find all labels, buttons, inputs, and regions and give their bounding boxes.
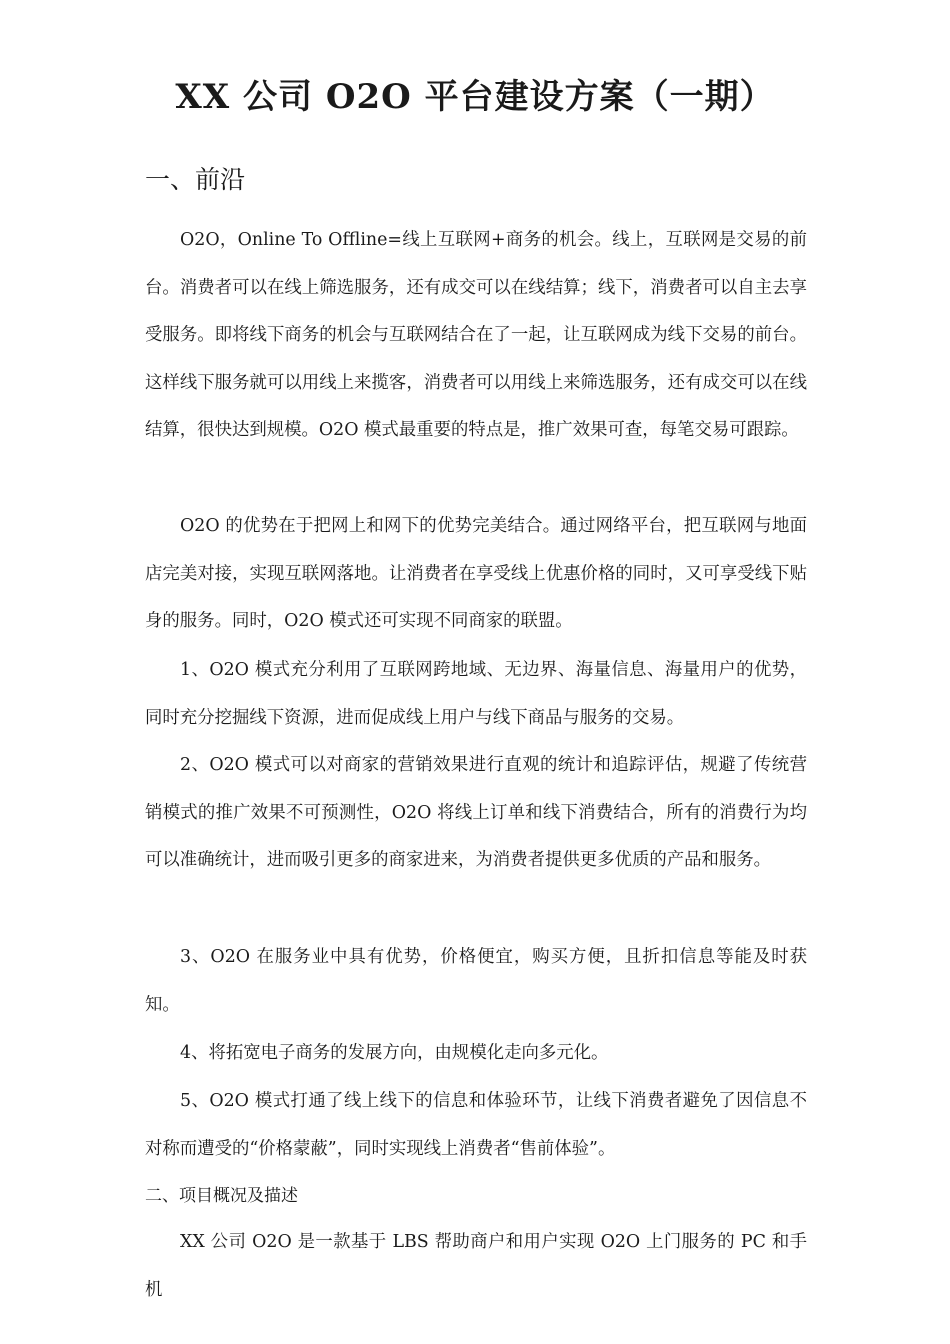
paragraph-point-1: 1、O2O 模式充分利用了互联网跨地域、无边界、海量信息、海量用户的优势，同时充分挖掘线下资源，进而促成线上用户与线下商品与服务的交易。 bbox=[145, 660, 807, 728]
paragraph-project-description: XX 公司 O2O 是一款基于 LBS 帮助商户和用户实现 O2O 上门服务的 PC 和手机 bbox=[145, 1232, 807, 1300]
paragraph-point-2: 2、O2O 模式可以对商家的营销效果进行直观的统计和追踪评估，规避了传统营销模式的推广效果不可预测性，O2O 将线上订单和线下消费结合，所有的消费行为均可以准确统计，进而吸引更多的商家进来，为消费者提供更多优质的产品和服务。 bbox=[145, 755, 807, 870]
document-title: XX 公司 O2O 平台建设方案（一期） bbox=[175, 77, 775, 117]
paragraph-point-4: 4、将拓宽电子商务的发展方向，由规模化走向多元化。 bbox=[180, 1043, 609, 1063]
paragraph-point-3: 3、O2O 在服务业中具有优势，价格便宜，购买方便，且折扣信息等能及时获知。 bbox=[145, 947, 807, 1015]
paragraph-point-5: 5、O2O 模式打通了线上线下的信息和体验环节，让线下消费者避免了因信息不对称而遭受的“价格蒙蔽”，同时实现线上消费者“售前体验”。 bbox=[145, 1091, 807, 1159]
paragraph-o2o-definition: O2O，Online To Offline=线上互联网+商务的机会。线上，互联网是交易的前台。消费者可以在线上筛选服务，还有成交可以在线结算；线下，消费者可以自主去享受服务。即将线下商务的机会与互联网结合在了一起，让互联网成为线下交易的前台。这样线下服务就可以用线上来揽客，消费者可以用线上来筛选服务，还有成交可以在线结算，很快达到规模。O2O 模式最重要的特点是，推广效果可查，每笔交易可跟踪。 bbox=[145, 230, 807, 440]
section-heading-preface: 一、前沿 bbox=[145, 165, 246, 194]
paragraph-o2o-advantage: O2O 的优势在于把网上和网下的优势完美结合。通过网络平台，把互联网与地面店完美对接，实现互联网落地。让消费者在享受线上优惠价格的同时，又可享受线下贴身的服务。同时，O2O 模式还可实现不同商家的联盟。 bbox=[145, 516, 807, 631]
section-heading-project-overview: 二、项目概况及描述 bbox=[145, 1186, 298, 1206]
